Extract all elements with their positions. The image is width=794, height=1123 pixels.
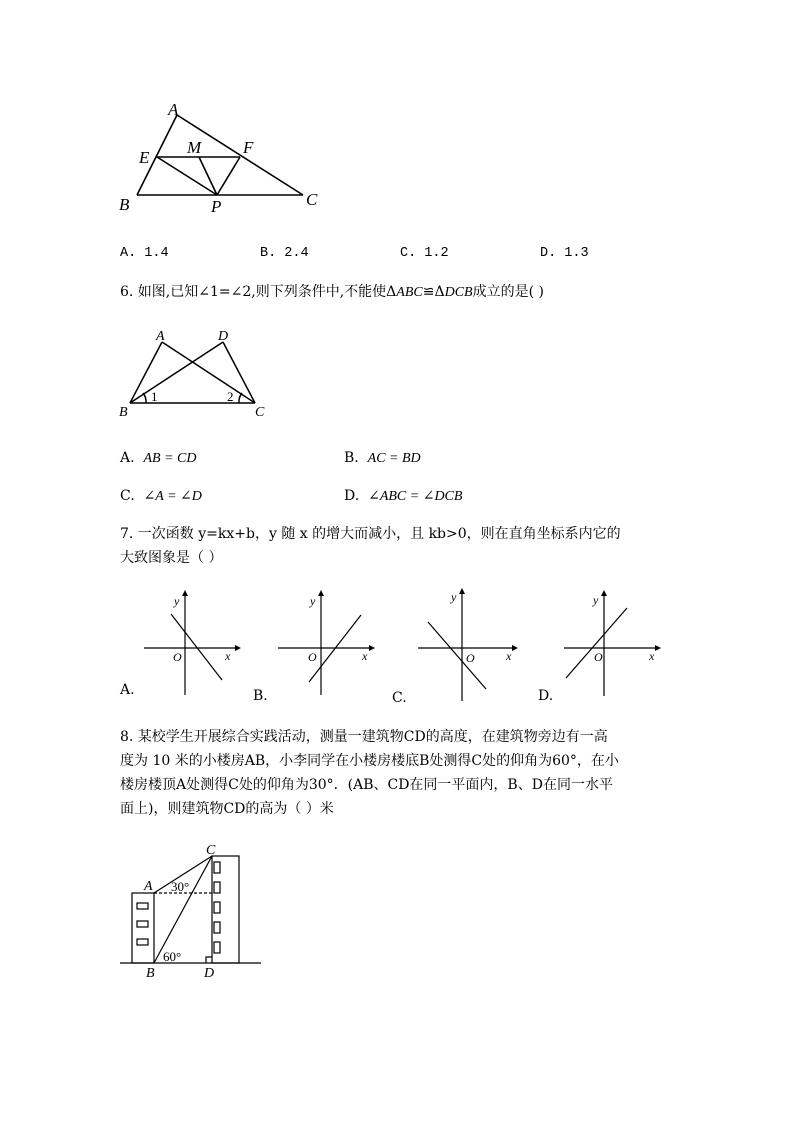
question-7-line2: 大致图象是（ ） [120,550,223,566]
segment-fp [217,157,240,195]
q6-option-a [120,446,196,471]
q7-option-d: D. [538,688,554,704]
y-arrow [459,588,465,594]
figure-triangle-efp [110,95,340,220]
window [137,903,148,909]
window [137,939,148,945]
q6-label-a: A [156,329,165,344]
q6-option-a-letter: A. [120,450,135,466]
right-angle-mark [206,957,212,963]
q7-graph-c [416,585,526,705]
q7-graph-d [562,588,662,700]
tall-building-cd [212,856,239,963]
q6-option-b-expr: AC = BD [367,451,421,466]
label-b: B [119,195,130,214]
origin-label: O [594,650,603,664]
window [214,882,220,893]
x-arrow [235,645,241,651]
axis-x-label: x [506,649,512,663]
q6-label-d: D [218,329,229,344]
q8-label-c: C [206,843,216,858]
axis-y-label: y [451,590,457,604]
q6-label-1: 1 [151,389,158,404]
q8-label-30: 30° [171,879,190,894]
question-8-line2: 度为 10 米的小楼房AB，小李同学在小楼房楼底B处测得C处的仰角为60°，在小 [120,753,619,769]
function-line [566,608,627,678]
origin-label: O [308,650,317,664]
q7-option-c: C. [392,690,407,706]
origin-label: O [466,651,475,665]
q6-text-dcb: DCB [444,285,473,300]
q6-option-b [344,446,421,471]
q6-label-c: C [255,405,265,420]
q6-text-after: 成立的是( ) [472,284,544,300]
q6-label-b: B [119,405,128,420]
q8-label-a: A [144,879,153,894]
label-p: P [211,197,222,216]
label-c: C [306,190,318,209]
q6-option-b-letter: B. [344,450,359,466]
function-line [428,622,486,689]
axis-x-label: x [649,649,655,663]
y-arrow [601,590,607,596]
q6-option-c [120,484,202,509]
q6-label-2: 2 [227,389,234,404]
q6-option-c-letter: C. [120,488,135,504]
label-e: E [139,148,150,167]
q6-option-d-letter: D. [344,488,360,504]
q7-option-a: A. [120,682,135,698]
q6-option-d [344,484,462,509]
question-8-line1: 8. 某校学生开展综合实践活动，测量一建筑物CD的高度，在建筑物旁边有一高 [120,729,608,745]
line-bc [154,856,212,963]
axis-y-label: y [310,594,316,608]
option-c: C. 1.2 [400,246,449,261]
window [214,902,220,913]
axis-y-label: y [174,594,180,608]
option-a: A. 1.4 [120,246,169,261]
q7-option-b: B. [253,688,268,704]
angle-arc-2 [239,393,242,403]
question-8-line3: 楼房楼顶A处测得C处的仰角为30°．(AB、CD在同一平面内，B、D在同一水平 [120,777,613,793]
axis-x-label: x [225,649,231,663]
x-arrow [512,645,518,651]
q7-graph-a [142,590,242,700]
y-arrow [318,590,324,596]
axis-x-label: x [362,649,368,663]
q8-label-b: B [146,966,155,981]
option-b: B. 2.4 [260,246,309,261]
q6-option-c-expr: ∠A = ∠D [143,489,202,504]
figure-q8-buildings [116,838,266,983]
figure-q6 [115,325,275,420]
q8-label-d: D [204,966,215,981]
angle-arc-1 [143,393,146,403]
x-arrow [369,645,375,651]
question-7-line1: 7. 一次函数 y=kx+b，y 随 x 的增大而减小，且 kb>0，则在直角坐标系内它的 [120,526,621,542]
option-d: D. 1.3 [540,246,589,261]
x-arrow [655,645,661,651]
window [137,921,148,927]
q6-option-d-expr: ∠ABC = ∠DCB [368,489,463,504]
q6-option-a-expr: AB = CD [143,451,197,466]
axis-y-label: y [593,593,599,607]
q8-label-60: 60° [163,949,182,964]
label-a: A [168,100,179,119]
window [214,922,220,933]
y-arrow [182,590,188,596]
origin-label: O [173,650,182,664]
function-line [171,614,222,680]
q6-text-abc: ABC [396,285,423,300]
window [214,862,220,873]
window [214,942,220,953]
q7-graph-b [276,590,376,700]
q6-text-cong: ≌Δ [422,284,445,300]
question-8-line4: 面上)，则建筑物CD的高为（ ）米 [120,801,334,817]
question-6-text [120,280,544,305]
label-f: F [243,138,254,157]
q6-text-before: 6. 如图,已知∠1=∠2,则下列条件中,不能使Δ [120,284,397,300]
label-m: M [187,138,202,157]
